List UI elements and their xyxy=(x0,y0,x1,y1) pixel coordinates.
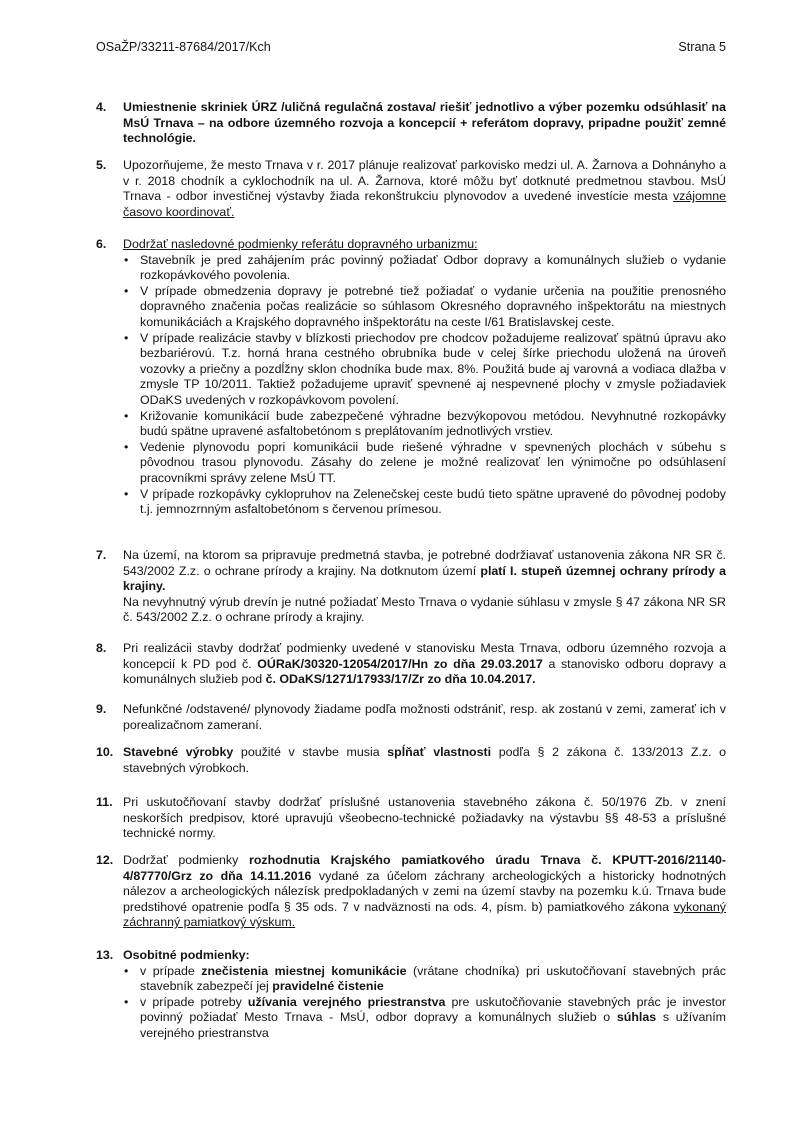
item-12 xyxy=(96,853,726,931)
underlined-text: vzájomne časovo koordinovať. xyxy=(123,189,726,219)
item-number: 5. xyxy=(96,158,107,172)
item-text-2: Na nevyhnutný výrub drevín je nutné požiadať Mesto Trnava o vydanie súhlasu v zmysle § 47 zákona NR SR č. 543/2002 Z.z. o ochrane prírody a krajiny. xyxy=(123,594,726,625)
bold-text: Stavebné výrobky xyxy=(123,745,234,759)
item-13 xyxy=(96,948,726,1042)
text: Na území, na ktorom sa pripravuje predmetná stavba, je potrebné dodržiavať ustanovenia zákona NR SR č. 543/2002 Z.z. o ochrane prírody a krajiny. Na dotknutom území xyxy=(123,548,726,578)
text: (vrátane chodníka) pri uskutočňovaní stavebných prác stavebník zabezpečí jej xyxy=(140,963,726,994)
text: podľa § 2 zákona č. 133/2013 Z.z. o stavebných výrobkoch. xyxy=(123,745,727,775)
item-9 xyxy=(96,702,726,733)
item-text xyxy=(123,158,726,220)
list-item: • Križovanie komunikácií bude zabezpečené výhradne bezvýkopovou metódou. Nevyhnutné rozkopávky budú spätne upravené asfaltobetónom s preplátovaním jednotlivých vrstiev. xyxy=(123,409,726,440)
item-text xyxy=(123,853,726,931)
item-text: Umiestnenie skriniek ÚRZ /uličná regulačná zostava/ riešiť jednotlivo a výber pozemku odsúhlasiť na MsÚ Trnava – na odbore územného rozvoja a koncepcií + referátom dopravy, pripadne použiť zemné technológie. xyxy=(123,100,726,146)
list-item xyxy=(123,964,726,995)
list-item: • V prípade realizácie stavby v blízkosti priechodov pre chodcov požadujeme realizovať spätnú úpravu ako bezbariérovú. T.z. horná hrana cestného obrubníka bude v celej šírke priechodu uložená na úroveň vozovky a priečny a pozdĺžny sklon chodníka bude max. 8%. Použitá bude aj varovná a vodiaca dlažba v zmysle TP 10/2011. Taktiež požadujeme upraviť spevnené aj nespevnené plochy v zmysle požiadaviek ODaKS uvedených v rozkopávkovom povolení. xyxy=(123,331,726,409)
underlined-text: vykonaný záchranný pamiatkový výskum. xyxy=(123,899,726,930)
bold-text: spĺňať vlastnosti xyxy=(387,745,492,759)
text: a stanovisko odboru dopravy a komunálnych služieb pod xyxy=(123,656,726,687)
item-8 xyxy=(96,641,726,688)
bullet-list xyxy=(123,253,726,518)
bold-text: rozhodnutia Krajského pamiatkového úradu Trnava č. KPUTT-2016/21140-4/87770/Grz zo dňa 14.11.2016 xyxy=(123,853,726,883)
list-item: • V prípade obmedzenia dopravy je potrebné tiež požiadať o vydanie určenia na použitie prenosného dopravného značenia počas realizácie so súhlasom Okresného dopravného inšpektorátu na miestnych komunikáciách a Krajského dopravného inšpektorátu na ceste I/61 Bratislavskej ceste. xyxy=(123,284,726,331)
item-heading: Osobitné podmienky: xyxy=(123,948,250,962)
item-7 xyxy=(96,548,726,626)
item-10 xyxy=(96,745,726,776)
item-number: 10. xyxy=(96,745,114,759)
item-heading: Dodržať nasledovné podmienky referátu dopravného urbanizmu: xyxy=(123,237,478,251)
item-11 xyxy=(96,795,726,842)
item-number: 13. xyxy=(96,948,114,962)
bullet-list xyxy=(123,964,726,1042)
item-text xyxy=(123,548,726,595)
text: Dodržať podmienky xyxy=(123,853,250,867)
bold-text: znečistenia miestnej komunikácie xyxy=(201,963,407,978)
text: Pri realizácii stavby dodržať podmienky uvedené v stanovisku Mesta Trnava, odboru územného rozvoja a koncepcií k PD pod č. xyxy=(123,641,726,671)
item-number: 9. xyxy=(96,702,107,716)
bold-text: užívania verejného priestranstva xyxy=(247,994,446,1009)
list-item: • V prípade rozkopávky cyklopruhov na Zelenečskej ceste budú tieto spätne upravené do pôvodnej podoby t.j. jemnozrnným asfaltobetónom s červenou prímesou. xyxy=(123,487,726,518)
item-number: 6. xyxy=(96,237,107,251)
bold-text: pravidelné čistenie xyxy=(272,979,384,994)
item-body xyxy=(123,237,726,518)
item-body xyxy=(123,948,726,1042)
item-number: 8. xyxy=(96,641,107,655)
bold-text: OÚRaK/30320-12054/2017/Hn zo dňa 29.03.2017 xyxy=(257,656,543,671)
item-text xyxy=(123,641,726,688)
text: pre uskutočňovanie stavebných prác je investor povinný požiadať Mesto Trnava - MsÚ, odbor dopravy a komunálnych služieb o xyxy=(140,994,726,1025)
item-number: 7. xyxy=(96,548,107,562)
item-text xyxy=(123,745,726,776)
text: Upozorňujeme, že mesto Trnava v r. 2017 plánuje realizovať parkovisko medzi ul. A. Žarnova a Dohnányho a v r. 2018 chodník a cyklochodník na ul. A. Žarnova, ktoré môžu byť dotknuté predmetnou stavbou. MsÚ Trnava - odbor investičnej výstavby žiada rekonštrukciu plynovodov a uvedené investície mesta xyxy=(123,158,726,204)
item-text: Pri uskutočňovaní stavby dodržať príslušné ustanovenia stavebného zákona č. 50/1976 Zb. v znení neskorších predpisov, ktoré upravujú všeobecno-technické požiadavky na výstavbu §§ 48-53 a príslušné technické normy. xyxy=(123,795,726,841)
bold-text: súhlas xyxy=(616,1010,657,1025)
text: vydané za účelom záchrany archeologických a historicky hodnotných nálezov a archeologických nálezísk predpokladaných v zemi na území stavby na pozemku k.ú. Trnava bude predstihové opatrenie podľa § 35 ods. 7 v nadväznosti na ods. 4, písm. b) pamiatkového zákona xyxy=(123,868,726,914)
item-4 xyxy=(96,100,726,147)
item-text: Nefunkčné /odstavené/ plynovody žiadame podľa možnosti odstrániť, resp. ak zostanú v zemi, zamerať ich v porealizačnom zameraní. xyxy=(123,702,726,732)
item-number: 12. xyxy=(96,853,114,867)
list-item: • Vedenie plynovodu popri komunikácii bude riešené výhradne v spevnených plochách v súbehu s pôvodnou trasou plynovodu. Zásahy do zelene je možné realizovať len výnimočne po odsúhlasení pracovníkmi správy zelene MsÚ TT. xyxy=(123,440,726,487)
item-5 xyxy=(96,158,726,220)
text: s užívaním verejného priestranstva xyxy=(140,1010,726,1040)
text: použité v stavbe musia xyxy=(233,745,388,759)
item-body xyxy=(123,548,726,626)
bold-text: č. ODaKS/1271/17933/17/Zr zo dňa 10.04.2017. xyxy=(265,672,536,687)
list-item: • Stavebník je pred zahájením prác povinný požiadať Odbor dopravy a komunálnych služieb o vydanie rozkopávkového povolenia. xyxy=(123,253,726,284)
text: v prípade potreby xyxy=(140,994,248,1009)
item-6 xyxy=(96,237,726,518)
page-number: Strana 5 xyxy=(678,40,726,54)
bold-text: platí I. stupeň územnej ochrany prírody a krajiny. xyxy=(123,563,726,594)
item-number: 11. xyxy=(96,795,113,809)
item-number: 4. xyxy=(96,100,107,114)
document-reference: OSaŽP/33211-87684/2017/Kch xyxy=(96,40,271,54)
list-item xyxy=(123,995,726,1042)
text: v prípade xyxy=(140,963,202,978)
